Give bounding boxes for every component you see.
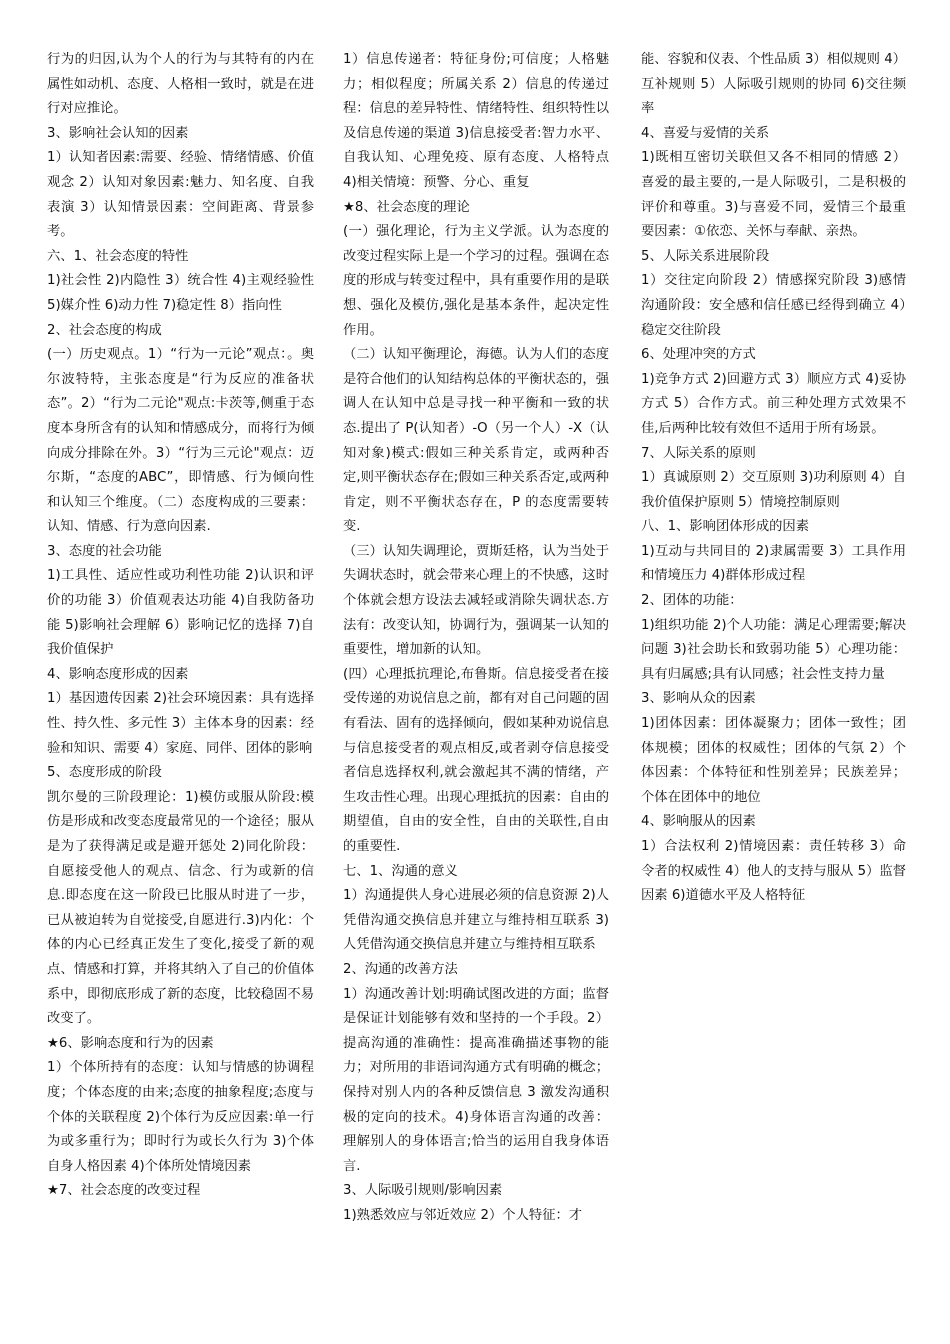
paragraph: 行为的归因,认为个人的行为与其特有的内在属性如动机、态度、人格相一致时，就是在进行对应推论。 <box>47 52 314 117</box>
paragraph: 1)团体因素：团体凝聚力；团体一致性；团体规模；团体的权威性；团体的气氛 2）个体因素：个体特征和性别差异；民族差异；个体在团体中的地位 <box>641 716 906 805</box>
section-heading: 2、团体的功能： <box>641 593 743 609</box>
section-heading: 5、人际关系进展阶段 <box>641 248 770 264</box>
section-heading: 3、影响社会认知的因素 <box>47 125 189 141</box>
text-column-2 <box>343 48 609 1229</box>
paragraph: (一）历史观点。1）“行为一元论”观点：。奥尔波特特，主张态度是“行为反应的准备状态”。2）“行为二元论"观点:卡茨等,侧重于态度本身所含有的认知和情感成分，而将行为倾向成分排除在外。3）“行为三元论"观点：迈尔斯，“态度的ABC”，即情感、行为倾向性和认知三个维度。（二）态度构成的三要素：认知、情感、行为意向因素. <box>47 347 314 535</box>
paragraph: 1)工具性、适应性或功利性功能 2)认识和评价的功能 3）价值观表达功能 4)自我防备功能 5)影响社会理解 6）影响记忆的选择 7)自我价值保护 <box>47 568 314 658</box>
paragraph: 1）基因遗传因素 2)社会环境因素：具有选择性、持久性、多元性 3）主体本身的因素：经验和知识、需要 4）家庭、同伴、团体的影响 <box>47 691 314 756</box>
paragraph: 1)竞争方式 2)回避方式 3）顺应方式 4)妥协方式 5）合作方式。前三种处理方式效果不佳,后两种比较有效但不适用于所有场景。 <box>641 371 906 436</box>
paragraph: 1)社会性 2)内隐性 3）统合性 4)主观经验性 5)媒介性 6)动力性 7)稳定性 8）指向性 <box>47 273 314 313</box>
section-heading: 六、1、社会态度的特性 <box>47 248 189 264</box>
section-heading: 5、态度形成的阶段 <box>47 765 162 781</box>
paragraph: 1)熟悉效应与邻近效应 2）个人特征：才 <box>343 1207 583 1223</box>
paragraph: 1）交往定向阶段 2）情感探究阶段 3)感情沟通阶段：安全感和信任感已经得到确立 4）稳定交往阶段 <box>641 273 906 338</box>
section-heading: 6、处理冲突的方式 <box>641 347 756 363</box>
paragraph: 1）沟通改善计划:明确试图改进的方面；监督是保证计划能够有效和坚持的一个手段。2） 提高沟通的准确性：提高准确描述事物的能力；对所用的非语词沟通方式有明确的概念；保持对别人内的各种反馈信息 3 激发沟通积极的定向的技术。4)身体语言沟通的改善：理解别人的身体语言;恰当的运用自我身体语言. <box>343 986 609 1174</box>
section-heading: 七、1、沟通的意义 <box>343 863 458 879</box>
section-heading: ★8、社会态度的理论 <box>343 199 470 215</box>
section-heading: 4、影响服从的因素 <box>641 814 756 830</box>
section-heading: 八、1、影响团体形成的因素 <box>641 519 810 535</box>
paragraph: 凯尔曼的三阶段理论：1)模仿或服从阶段:模仿是形成和改变态度最常见的一个途径；服从是为了获得满足或是避开惩处 2)同化阶段：自愿接受他人的观点、信念、行为或新的信息.即态度在这一阶段已比服从时进了一步，已从被迫转为自觉接受,自愿进行.3)内化：个体的内心已经真正发生了变化,接受了新的观点、情感和打算，并将其纳入了自己的价值体系中，即彻底形成了新的态度，比较稳固不易改变了。 <box>47 789 314 1027</box>
paragraph: 1）认知者因素:需要、经验、情绪情感、价值观念 2）认知对象因素:魅力、知名度、自我表演 3）认知情景因素：空间距离、背景参考。 <box>47 150 314 240</box>
text-column-1 <box>47 48 314 1204</box>
section-heading: 3、态度的社会功能 <box>47 543 162 559</box>
section-heading: 2、沟通的改善方法 <box>343 961 458 977</box>
section-heading: ★6、影响态度和行为的因素 <box>47 1035 214 1051</box>
paragraph: （二）认知平衡理论，海德。认为人们的态度是符合他们的认知结构总体的平衡状态的，强调人在认知中总是寻找一种平衡和一致的状态.提出了 P(认知者）-O（另一个人）-X（认知对象)模式:假如三种关系肯定，或两种否定,则平衡状态存在;假如三种关系否定,或两种肯定，则不平衡状态存在，P 的态度需要转变. <box>343 347 609 535</box>
paragraph: 1）信息传递者：特征身份;可信度；人格魅力；相似程度；所属关系 2）信息的传递过程：信息的差异特性、情绪特性、组织特性以及信息传递的渠道 3)信息接受者:智力水平、自我认知、心理免疫、原有态度、人格特点 4)相关情境：预警、分心、重复 <box>343 52 609 190</box>
section-heading: 2、社会态度的构成 <box>47 322 162 338</box>
paragraph: 1）沟通提供人身心进展必须的信息资源 2)人凭借沟通交换信息并建立与维持相互联系 3)人凭借沟通交换信息并建立与维持相互联系 <box>343 888 609 953</box>
paragraph: 1）真诚原则 2）交互原则 3)功利原则 4）自我价值保护原则 5）情境控制原则 <box>641 470 906 510</box>
paragraph: 1)互动与共同目的 2)隶属需要 3）工具作用和情境压力 4)群体形成过程 <box>641 543 906 584</box>
paragraph: 能、容貌和仪表、个性品质 3）相似规则 4）互补规则 5）人际吸引规则的协同 6)交往频率 <box>641 52 906 117</box>
section-heading: ★7、社会态度的改变过程 <box>47 1183 201 1199</box>
paragraph: (四）心理抵抗理论,布鲁斯。信息接受者在接受传递的劝说信息之前，都有对自己问题的固有看法、固有的选择倾向，假如某种劝说信息与信息接受者的观点相反,或者剥夺信息接受者信息选择权利,就会激起其不满的情绪，产生攻击性心理。出现心理抵抗的因素：自由的期望值，自由的安全性，自由的关联性,自由的重要性. <box>343 666 609 854</box>
paragraph: 1）合法权利 2)情境因素：责任转移 3）命令者的权威性 4）他人的支持与服从 5）监督因素 6)道德水平及人格特征 <box>641 839 906 904</box>
section-heading: 4、喜爱与爱情的关系 <box>641 125 770 141</box>
paragraph: (一）强化理论，行为主义学派。认为态度的改变过程实际上是一个学习的过程。强调在态度的形成与转变过程中，具有重要作用的是联想、强化及模仿,强化是基本条件，起决定性作用。 <box>343 224 609 338</box>
section-heading: 4、影响态度形成的因素 <box>47 666 189 682</box>
section-heading: 3、影响从众的因素 <box>641 691 756 707</box>
section-heading: 7、人际关系的原则 <box>641 445 756 461</box>
section-heading: 3、人际吸引规则/影响因素 <box>343 1183 503 1199</box>
paragraph: 1）个体所持有的态度：认知与情感的协调程度；个体态度的由来;态度的抽象程度;态度与个体的关联程度 2)个体行为反应因素:单一行为或多重行为；即时行为或长久行为 3)个体自身人格因素 4)个体所处情境因素 <box>47 1060 314 1174</box>
paragraph: （三）认知失调理论，贾斯廷格，认为当处于失调状态时，就会带来心理上的不快感，这时个体就会想方设法去减轻或消除失调状态.方法有：改变认知，协调行为，强调某一认知的重要性，增加新的认知。 <box>343 543 609 658</box>
paragraph: 1)既相互密切关联但又各不相同的情感 2）喜爱的最主要的,一是人际吸引，二是积极的评价和尊重。3)与喜爱不同，爱情三个最重要因素：①依恋、关怀与奉献、亲热。 <box>641 150 906 240</box>
paragraph: 1)组织功能 2)个人功能：满足心理需要;解决问题 3)社会助长和致弱功能 5）心理功能：具有归属感;具有认同感；社会性支持力量 <box>641 617 906 682</box>
text-column-3 <box>641 48 906 909</box>
